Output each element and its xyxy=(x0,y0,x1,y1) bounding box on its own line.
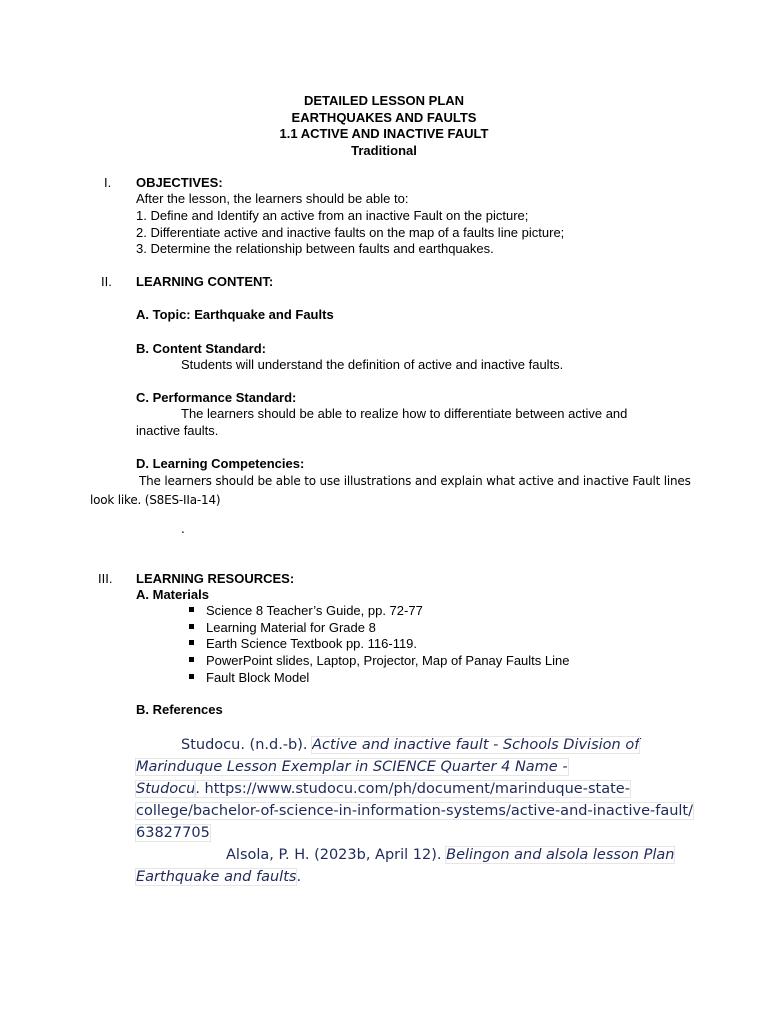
doc-lesson-title: 1.1 ACTIVE AND INACTIVE FAULT xyxy=(279,126,489,141)
objective-item: 1. Define and Identify an active from an inactive Fault on the picture; xyxy=(136,208,529,223)
competencies-text-cont: look like. (S8ES-IIa-14) xyxy=(90,493,221,507)
reference-2-line-1 xyxy=(226,847,674,863)
reference-1-line-4 xyxy=(136,803,693,819)
material-item: Science 8 Teacher’s Guide, pp. 72-77 xyxy=(206,603,423,618)
objective-item: 2. Differentiate active and inactive faults on the map of a faults line picture; xyxy=(136,225,565,240)
reference-2-author: Alsola, P. H. (2023b, April 12). xyxy=(226,847,447,863)
doc-approach: Traditional xyxy=(351,143,417,158)
bullet-icon xyxy=(189,657,194,662)
reference-2-end: . xyxy=(296,869,302,885)
performance-standard-heading: C. Performance Standard: xyxy=(136,390,297,405)
references-heading: B. References xyxy=(136,702,223,717)
topic-heading: A. Topic: Earthquake and Faults xyxy=(136,307,334,322)
competencies-label: . Learning Competencies: xyxy=(145,456,305,471)
material-item: Learning Material for Grade 8 xyxy=(206,620,376,635)
material-item: Fault Block Model xyxy=(206,670,310,685)
performance-standard-text-cont: inactive faults. xyxy=(136,423,219,438)
materials-heading: A. Materials xyxy=(136,587,209,602)
stray-dot: . xyxy=(181,522,185,536)
reference-1-url-end: 63827705 xyxy=(136,825,210,841)
reference-1-line-5 xyxy=(136,825,210,841)
learning-content-heading: LEARNING CONTENT: xyxy=(136,274,274,289)
competencies-heading xyxy=(136,456,304,471)
material-item: PowerPoint slides, Laptop, Projector, Map of Panay Faults Line xyxy=(206,653,570,668)
reference-1-line-2 xyxy=(136,759,568,775)
reference-1-author: Studocu. (n.d.-b). xyxy=(181,737,313,753)
learning-resources-heading: LEARNING RESOURCES: xyxy=(136,571,295,586)
reference-1-line-1 xyxy=(181,737,639,753)
section-numeral-3: III. xyxy=(98,571,113,586)
reference-1-url: . https://www.studocu.com/ph/document/marinduque-state- xyxy=(195,781,630,797)
doc-subtitle: EARTHQUAKES AND FAULTS xyxy=(291,110,477,125)
content-standard-heading: B. Content Standard: xyxy=(136,341,266,356)
competencies-text: The learners should be able to use illustrations and explain what active and inactive Fault lines xyxy=(139,474,691,488)
bullet-icon xyxy=(189,624,194,629)
section-numeral-1: I. xyxy=(104,175,112,190)
reference-1-url-cont: college/bachelor-of-science-in-information-systems/active-and-inactive-fault/ xyxy=(136,803,693,819)
bullet-icon xyxy=(189,640,194,645)
bullet-icon xyxy=(189,607,194,612)
reference-1-title-cont: Marinduque Lesson Exemplar in SCIENCE Quarter 4 Name - xyxy=(136,759,568,775)
reference-2-title: Belingon and alsola lesson Plan xyxy=(446,847,675,863)
doc-title: DETAILED LESSON PLAN xyxy=(303,93,465,108)
reference-1-publisher: Studocu xyxy=(136,781,196,797)
section-numeral-2: II. xyxy=(101,274,112,289)
objective-item: 3. Determine the relationship between faults and earthquakes. xyxy=(136,241,494,256)
reference-1-line-3 xyxy=(136,781,630,797)
objectives-intro: After the lesson, the learners should be able to: xyxy=(136,191,409,206)
bullet-icon xyxy=(189,674,194,679)
objectives-heading: OBJECTIVES: xyxy=(136,175,223,190)
performance-standard-text: The learners should be able to realize how to differentiate between active and xyxy=(181,406,628,421)
material-item: Earth Science Textbook pp. 116-119. xyxy=(206,636,418,651)
reference-2-title-cont: Earthquake and faults xyxy=(136,869,297,885)
content-standard-text: Students will understand the definition of active and inactive faults. xyxy=(181,357,564,372)
reference-1-title: Active and inactive fault - Schools Division of xyxy=(312,737,640,753)
reference-2-line-2 xyxy=(136,869,301,885)
competencies-letter: D xyxy=(136,456,146,471)
